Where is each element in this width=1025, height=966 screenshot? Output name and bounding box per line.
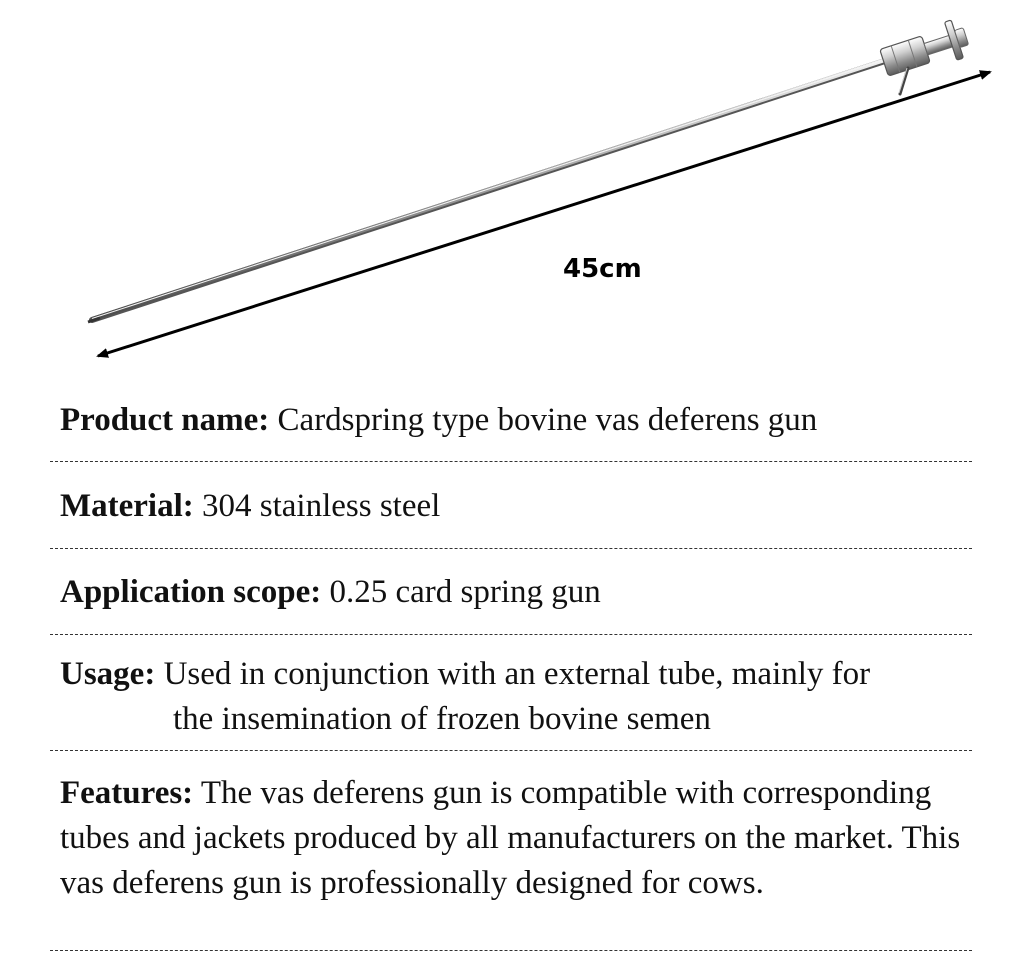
- spec-label: Application scope:: [60, 574, 322, 610]
- spec-value: 0.25 card spring gun: [329, 574, 601, 610]
- spec-value: 304 stainless steel: [202, 488, 441, 524]
- dashed-divider: [50, 634, 972, 635]
- dashed-divider: [50, 950, 972, 951]
- dashed-divider: [50, 461, 972, 462]
- spec-value: Used in conjunction with an external tube, mainly for: [163, 656, 871, 692]
- spec-value: The vas deferens gun is compatible with corresponding tubes and jackets produced by all manufacturers on the market. This vas deferens gun is professionally designed for cows.: [60, 775, 961, 901]
- spec-label: Material:: [60, 488, 194, 524]
- spec-value-continued: the insemination of frozen bovine semen: [173, 701, 711, 737]
- product-illustration: [0, 0, 1025, 380]
- spec-label: Product name:: [60, 402, 270, 438]
- dashed-divider: [50, 548, 972, 549]
- dashed-divider: [50, 750, 972, 751]
- spec-value: Cardspring type bovine vas deferens gun: [277, 402, 818, 438]
- spec-application-scope: [60, 570, 1000, 615]
- spec-label: Usage:: [60, 656, 156, 692]
- length-label: 45cm: [563, 254, 642, 284]
- spec-product-name: [60, 398, 1000, 443]
- spec-label: Features:: [60, 775, 194, 811]
- spec-usage: [60, 652, 1000, 742]
- spec-features: [60, 771, 1000, 906]
- spec-material: [60, 484, 1000, 529]
- insemination-gun-image: [88, 17, 972, 322]
- dimension-arrow: [98, 72, 990, 356]
